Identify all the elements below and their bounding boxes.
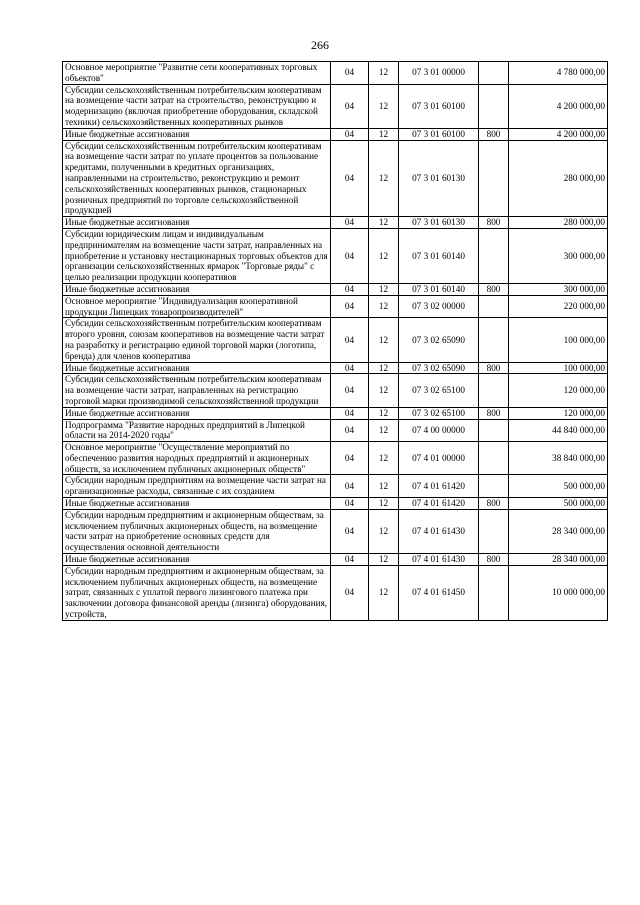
row-name-cell: Субсидии народным предприятиям и акционерным обществам, за исключением публичных акционерных обществ, на возмещение части затрат на приобретение основных средств для осуществления основной деятельности [63, 509, 331, 553]
section-code-cell: 04 [331, 295, 369, 318]
subsection-code-cell: 12 [369, 318, 399, 362]
amount-cell: 28 340 000,00 [509, 554, 608, 566]
row-name-cell: Основное мероприятие "Осуществление мероприятий по обеспечению развития народных предприятий и акционерных обществ, за исключением публичных акционерных обществ" [63, 442, 331, 475]
amount-cell: 10 000 000,00 [509, 565, 608, 620]
table-row [63, 407, 608, 419]
amount-cell: 4 780 000,00 [509, 62, 608, 85]
amount-cell: 28 340 000,00 [509, 509, 608, 553]
amount-cell: 4 200 000,00 [509, 84, 608, 128]
amount-cell: 500 000,00 [509, 498, 608, 510]
section-code-cell: 04 [331, 374, 369, 407]
expense-kind-cell [479, 295, 509, 318]
section-code-cell: 04 [331, 407, 369, 419]
table-row [63, 362, 608, 374]
amount-cell: 4 200 000,00 [509, 128, 608, 140]
section-code-cell: 04 [331, 475, 369, 498]
subsection-code-cell: 12 [369, 62, 399, 85]
target-article-cell: 07 4 01 00000 [399, 442, 479, 475]
table-row [63, 283, 608, 295]
row-name-cell: Подпрограмма "Развитие народных предприятий в Липецкой области на 2014-2020 годы" [63, 419, 331, 442]
subsection-code-cell: 12 [369, 554, 399, 566]
expense-kind-cell [479, 62, 509, 85]
subsection-code-cell: 12 [369, 228, 399, 283]
table-row [63, 318, 608, 362]
subsection-code-cell: 12 [369, 475, 399, 498]
table-row [63, 84, 608, 128]
expense-kind-cell [479, 228, 509, 283]
budget-table [62, 61, 608, 621]
target-article-cell: 07 3 01 00000 [399, 62, 479, 85]
expense-kind-cell [479, 419, 509, 442]
expense-kind-cell: 800 [479, 554, 509, 566]
target-article-cell: 07 3 02 65090 [399, 362, 479, 374]
expense-kind-cell [479, 318, 509, 362]
table-row [63, 62, 608, 85]
expense-kind-cell: 800 [479, 128, 509, 140]
table-row [63, 374, 608, 407]
table-row [63, 442, 608, 475]
table-row [63, 128, 608, 140]
subsection-code-cell: 12 [369, 509, 399, 553]
target-article-cell: 07 4 01 61430 [399, 509, 479, 553]
row-name-cell: Субсидии сельскохозяйственным потребительским кооперативам на возмещение части затрат, направленных на регистрацию торговой марки производимой сельскохозяйственной продукции [63, 374, 331, 407]
table-row [63, 509, 608, 553]
row-name-cell: Основное мероприятие "Индивидуализация кооперативной продукции Липецких товаропроизводителей" [63, 295, 331, 318]
row-name-cell: Иные бюджетные ассигнования [63, 128, 331, 140]
amount-cell: 500 000,00 [509, 475, 608, 498]
expense-kind-cell: 800 [479, 362, 509, 374]
subsection-code-cell: 12 [369, 84, 399, 128]
expense-kind-cell: 800 [479, 407, 509, 419]
subsection-code-cell: 12 [369, 283, 399, 295]
table-row [63, 419, 608, 442]
row-name-cell: Субсидии народным предприятиям на возмещение части затрат на организационные расходы, связанные с их созданием [63, 475, 331, 498]
row-name-cell: Иные бюджетные ассигнования [63, 407, 331, 419]
target-article-cell: 07 4 00 00000 [399, 419, 479, 442]
target-article-cell: 07 3 01 60130 [399, 140, 479, 217]
amount-cell: 220 000,00 [509, 295, 608, 318]
table-row [63, 565, 608, 620]
amount-cell: 280 000,00 [509, 217, 608, 229]
budget-table-body [63, 62, 608, 621]
target-article-cell: 07 4 01 61430 [399, 554, 479, 566]
section-code-cell: 04 [331, 84, 369, 128]
target-article-cell: 07 3 01 60100 [399, 84, 479, 128]
subsection-code-cell: 12 [369, 407, 399, 419]
section-code-cell: 04 [331, 565, 369, 620]
expense-kind-cell: 800 [479, 498, 509, 510]
row-name-cell: Иные бюджетные ассигнования [63, 217, 331, 229]
row-name-cell: Субсидии народным предприятиям и акционерным обществам, за исключением публичных акционерных обществ, на возмещение затрат, связанных с уплатой первого лизингового платежа при заключении договора финансовой аренды (лизинга) оборудования, устройств, [63, 565, 331, 620]
subsection-code-cell: 12 [369, 295, 399, 318]
row-name-cell: Иные бюджетные ассигнования [63, 283, 331, 295]
amount-cell: 120 000,00 [509, 374, 608, 407]
expense-kind-cell [479, 84, 509, 128]
row-name-cell: Субсидии сельскохозяйственным потребительским кооперативам на возмещение части затрат на строительство, реконструкцию и модернизацию (включая приобретение оборудования, складской техники) сельскохозяйственных кооперативных рынков [63, 84, 331, 128]
row-name-cell: Иные бюджетные ассигнования [63, 554, 331, 566]
section-code-cell: 04 [331, 228, 369, 283]
page-number: 266 [311, 38, 329, 52]
subsection-code-cell: 12 [369, 140, 399, 217]
row-name-cell: Субсидии юридическим лицам и индивидуальным предпринимателям на возмещение части затрат, направленных на приобретение и установку нестационарных торговых объектов для организации сельскохозяйственных ярмарок "Торговые ряды" с целью реализации продукции кооперативов [63, 228, 331, 283]
target-article-cell: 07 3 02 65100 [399, 374, 479, 407]
expense-kind-cell: 800 [479, 217, 509, 229]
table-row [63, 140, 608, 217]
subsection-code-cell: 12 [369, 362, 399, 374]
target-article-cell: 07 3 02 65100 [399, 407, 479, 419]
amount-cell: 44 840 000,00 [509, 419, 608, 442]
row-name-cell: Иные бюджетные ассигнования [63, 362, 331, 374]
section-code-cell: 04 [331, 62, 369, 85]
expense-kind-cell [479, 509, 509, 553]
target-article-cell: 07 3 01 60140 [399, 283, 479, 295]
expense-kind-cell [479, 140, 509, 217]
section-code-cell: 04 [331, 283, 369, 295]
expense-kind-cell [479, 475, 509, 498]
table-row [63, 498, 608, 510]
table-row [63, 475, 608, 498]
target-article-cell: 07 3 01 60130 [399, 217, 479, 229]
target-article-cell: 07 4 01 61450 [399, 565, 479, 620]
subsection-code-cell: 12 [369, 217, 399, 229]
subsection-code-cell: 12 [369, 565, 399, 620]
section-code-cell: 04 [331, 554, 369, 566]
subsection-code-cell: 12 [369, 419, 399, 442]
target-article-cell: 07 4 01 61420 [399, 475, 479, 498]
subsection-code-cell: 12 [369, 442, 399, 475]
section-code-cell: 04 [331, 217, 369, 229]
amount-cell: 280 000,00 [509, 140, 608, 217]
target-article-cell: 07 3 01 60140 [399, 228, 479, 283]
row-name-cell: Основное мероприятие "Развитие сети кооперативных торговых объектов" [63, 62, 331, 85]
amount-cell: 38 840 000,00 [509, 442, 608, 475]
section-code-cell: 04 [331, 128, 369, 140]
target-article-cell: 07 4 01 61420 [399, 498, 479, 510]
section-code-cell: 04 [331, 140, 369, 217]
amount-cell: 120 000,00 [509, 407, 608, 419]
row-name-cell: Субсидии сельскохозяйственным потребительским кооперативам на возмещение части затрат по уплате процентов за пользование кредитами, полученными в кредитных организациях, направленными на строительство, реконструкцию и ремонт сельскохозяйственных кооперативных рынков, стационарных розничных предприятий по торговле сельскохозяйственной продукцией [63, 140, 331, 217]
table-row [63, 217, 608, 229]
expense-kind-cell [479, 374, 509, 407]
amount-cell: 300 000,00 [509, 228, 608, 283]
amount-cell: 100 000,00 [509, 318, 608, 362]
table-row [63, 228, 608, 283]
row-name-cell: Иные бюджетные ассигнования [63, 498, 331, 510]
expense-kind-cell [479, 442, 509, 475]
section-code-cell: 04 [331, 419, 369, 442]
target-article-cell: 07 3 02 00000 [399, 295, 479, 318]
section-code-cell: 04 [331, 318, 369, 362]
subsection-code-cell: 12 [369, 374, 399, 407]
section-code-cell: 04 [331, 498, 369, 510]
section-code-cell: 04 [331, 509, 369, 553]
expense-kind-cell [479, 565, 509, 620]
section-code-cell: 04 [331, 362, 369, 374]
table-row [63, 295, 608, 318]
amount-cell: 300 000,00 [509, 283, 608, 295]
subsection-code-cell: 12 [369, 498, 399, 510]
amount-cell: 100 000,00 [509, 362, 608, 374]
target-article-cell: 07 3 01 60100 [399, 128, 479, 140]
table-row [63, 554, 608, 566]
target-article-cell: 07 3 02 65090 [399, 318, 479, 362]
subsection-code-cell: 12 [369, 128, 399, 140]
row-name-cell: Субсидии сельскохозяйственным потребительским кооперативам второго уровня, союзам кооперативов на возмещение части затрат на разработку и регистрацию единой торговой марки (логотипа, бренда) для членов кооператива [63, 318, 331, 362]
section-code-cell: 04 [331, 442, 369, 475]
expense-kind-cell: 800 [479, 283, 509, 295]
